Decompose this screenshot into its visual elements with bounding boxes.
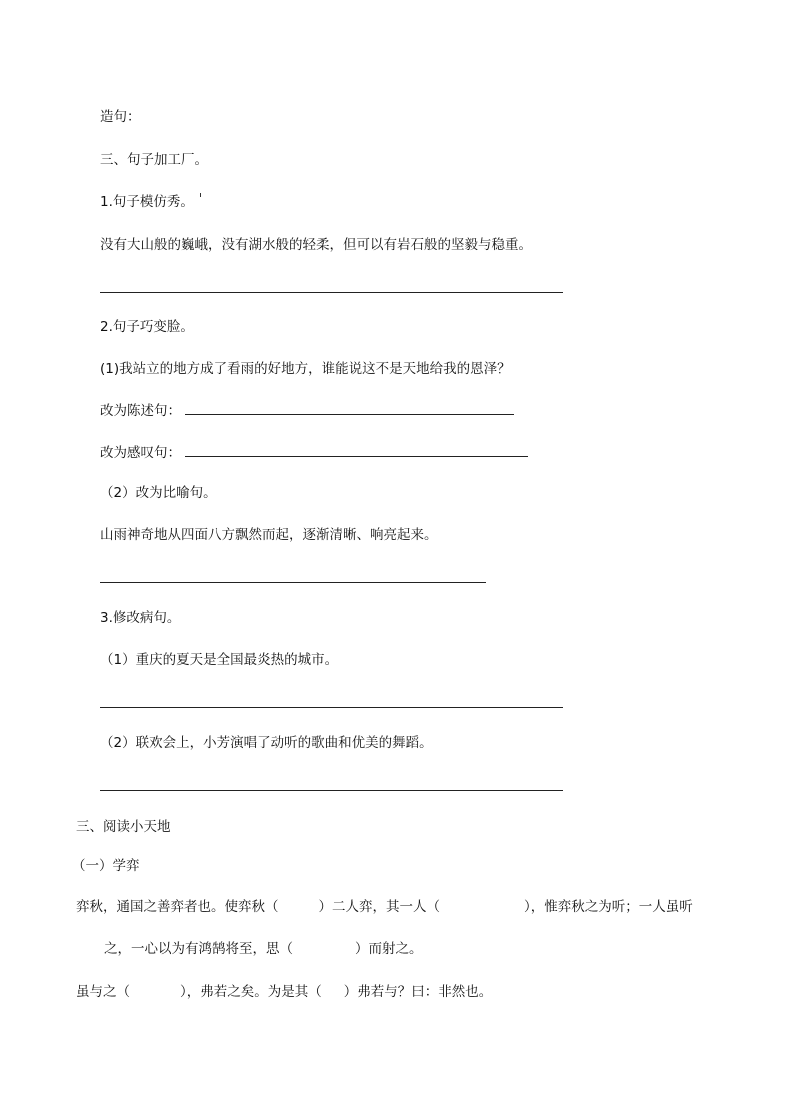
q3-2-answer-line[interactable] bbox=[100, 790, 563, 791]
passage-line-2 bbox=[104, 940, 423, 958]
passage-line-2-part-b: ）而射之。 bbox=[355, 941, 423, 957]
passage-line-3-part-b: ），弗若之矣。为是其（ bbox=[180, 984, 322, 1000]
q2-1-sentence: (1)我站立的地方成了看雨的好地方，谁能说这不是天地给我的恩泽？ bbox=[100, 361, 511, 377]
zaoju-label: 造句： bbox=[100, 109, 141, 125]
passage-line-3-part-c: ）弗若与？曰：非然也。 bbox=[343, 984, 493, 1000]
q3-1-sentence: （1）重庆的夏天是全国最炎热的城市。 bbox=[100, 652, 339, 668]
passage-line-3-part-a: 虽与之（ bbox=[76, 984, 130, 1000]
q2-declarative-answer-line[interactable] bbox=[185, 414, 514, 415]
q1-answer-line[interactable] bbox=[100, 292, 563, 293]
q2-2-answer-line[interactable] bbox=[100, 582, 486, 583]
q2-exclamatory-answer-line[interactable] bbox=[185, 456, 528, 457]
passage-line-1 bbox=[76, 898, 693, 916]
passage-line-1-part-c: ），惟弈秋之为听；一人虽听 bbox=[524, 899, 693, 915]
stray-mark bbox=[200, 193, 201, 197]
q3-title: 3.修改病句。 bbox=[100, 610, 181, 626]
passage-line-3 bbox=[76, 983, 492, 1001]
reading-subtitle: （一）学弈 bbox=[72, 858, 140, 874]
q2-2-title: （2）改为比喻句。 bbox=[100, 485, 217, 501]
reading-section-title: 三、阅读小天地 bbox=[76, 819, 171, 835]
passage-line-1-part-a: 弈秋，通国之善弈者也。使弈秋（ bbox=[76, 899, 279, 915]
section-three-title: 三、句子加工厂。 bbox=[100, 152, 208, 168]
q3-1-answer-line[interactable] bbox=[100, 707, 563, 708]
passage-line-1-part-b: ）二人弈，其一人（ bbox=[318, 899, 440, 915]
q2-2-sentence: 山雨神奇地从四面八方飘然而起，逐渐清晰、响亮起来。 bbox=[100, 527, 438, 543]
q2-exclamatory-label: 改为感叹句： bbox=[100, 445, 181, 461]
q1-title: 1.句子模仿秀。 bbox=[100, 194, 194, 210]
q2-title: 2.句子巧变脸。 bbox=[100, 319, 194, 335]
q2-declarative-label: 改为陈述句： bbox=[100, 403, 181, 419]
passage-line-2-part-a: 之，一心以为有鸿鹄将至，思（ bbox=[104, 941, 293, 957]
q3-2-sentence: （2）联欢会上，小芳演唱了动听的歌曲和优美的舞蹈。 bbox=[100, 735, 433, 751]
q1-sentence: 没有大山般的巍峨，没有湖水般的轻柔，但可以有岩石般的坚毅与稳重。 bbox=[100, 237, 532, 253]
